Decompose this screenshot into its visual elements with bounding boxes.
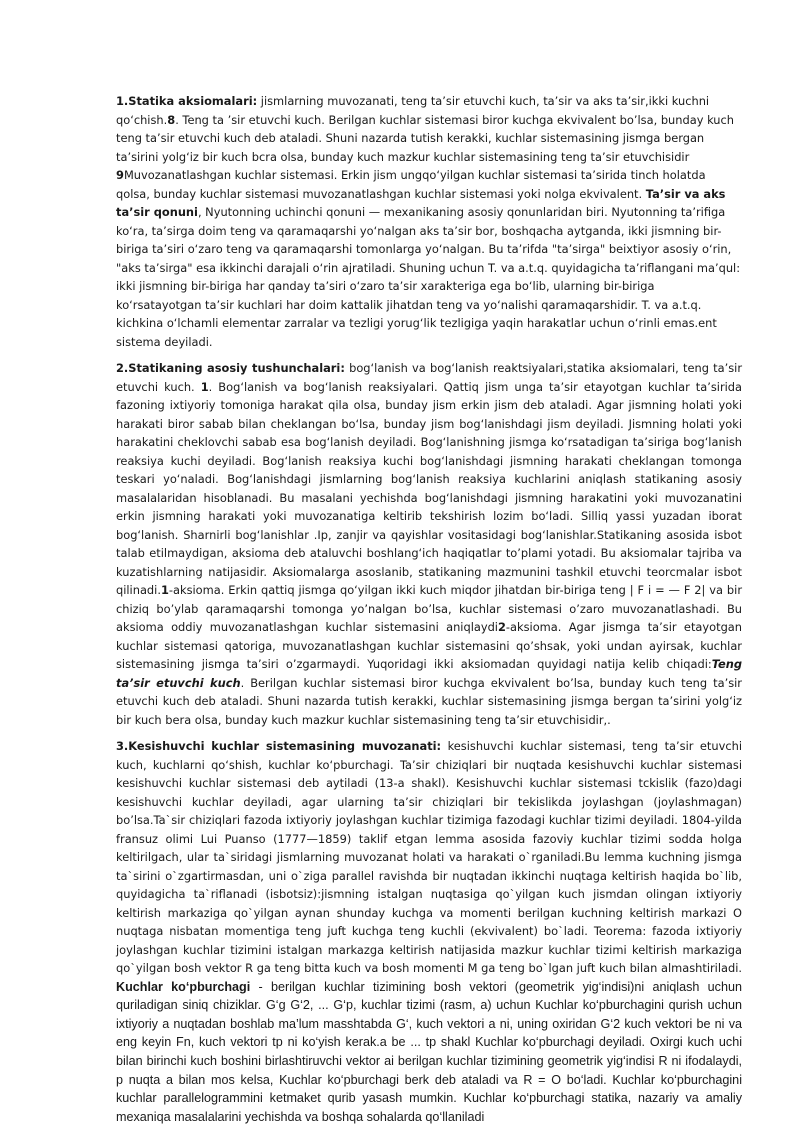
bold-term: Kuchlar ko‘pburchagi [116, 979, 251, 994]
inline-number: 8 [167, 112, 176, 127]
section-heading: 3.Kesishuvchi kuchlar sistemasining muvozanati: [116, 739, 442, 753]
section-heading: 2.Statikaning asosiy tushunchalari: [116, 361, 345, 375]
paragraph-text: . Teng ta ’sir etuvchi kuch. Berilgan kuchlar sistemasi biror kuchga ekvivalent bo’lsa, bunday kuch teng ta’sir etuvchi kuch deb ataladi. Shuni nazarda tutish kerakki, kuchlar sistemasining jismga bergan ta’sirini yolg‘iz bir kuch bcra olsa, bunday kuch mazkur kuchlar sistemasining teng ta’sir etuvchisidir [116, 112, 735, 164]
paragraph-text: - berilgan kuchlar tizimining bosh vektori (geometrik yig‘indisi)ni aniqlash uchun quriladigan siniq chiziklar. G‘g G‘2, ... G‘p, kuchlar tizimi (rasm, a) uchun Kuchlar ko‘pburchagini qurish uchun ixtiyoriy a nuqtadan boshlab ma’lum masshtabda G‘, kuch vektori a ni, uning oxiridan G‘2 kuch vektori be ni va eng keyin Fn, kuch vektori tp ni ko‘yish kerak.a be ... tp shakl Kuchlar ko‘pburchagi deyiladi. Oxirgi kuch uchi bilan birinchi kuch boshini birlashtiruvchi vektor ai berilgan kuchlar tizimining geometrik yig‘indisi R ni ifodalaydi, p nuqta a bilan mos kelsa, Kuchlar ko‘pburchagi berk deb ataladi va R = O bo‘ladi. Kuchlar ko‘pburchagini kuchlar parallelogrammini ketmaket qurib yasash mumkin. Kuchlar ko‘pburchagi statika, nazariy va amaliy mexaniqa masalalarini yechishda va boshqa sohalarda qo‘llaniladi [116, 979, 742, 1124]
section-heading: 1.Statika aksiomalari: [116, 94, 258, 108]
document-page [116, 92, 742, 1134]
paragraph-text: . Berilgan kuchlar sistemasi biror kuchga ekvivalent bo’lsa, bunday kuch teng ta’sir etuvchi kuch deb ataladi. Shuni nazarda tutish kerakki, kuchlar sistemasining jismga bergan ta’sirini yolg‘iz bir kuch bera olsa, bunday kuch mazkur kuchlar sistemasining teng ta’sir etuvchisidir,. [116, 675, 742, 727]
paragraph-text: -aksioma. Erkin qattiq jismga qo‘yilgan ikki kuch miqdor jihatdan bir-biriga teng | F i = — F 2| va bir chiziq bo’ylab qaramaqarshi tomonga yo’nalgan bo’lsa, kuchlar sistemasi o’zaro muvozanatlashadi. Bu aksioma oddiy muvozanatlashgan kuchlar sistemasini aniqlaydi [116, 583, 742, 634]
paragraph-text: -aksioma. Agar jismga ta’sir etayotgan kuchlar sistemasi qatoriga, muvozanatlashgan kuchlar sistemasini qo’shsak, yoki undan ayirsak, kuchlar sistemasining jismga ta’siri o’zgarmaydi. Yuqoridagi ikki aksiomadan quyidagi natija kelib chiqadi: [116, 620, 742, 671]
paragraph-text: jismlarning muvozanati, teng ta’sir etuvchi kuch, ta’sir va aks ta’sir,ikki kuchni qo‘chish. [116, 94, 710, 127]
inline-number: 9 [116, 168, 124, 182]
bold-italic-term: Teng ta’sir etuvchi kuch [116, 657, 742, 690]
paragraph-text: , Nyutonning uchinchi qonuni — mexanikaning asosiy qonunlaridan biri. Nyutonning ta’rifiga ko‘ra, ta’sirga doim teng va qaramaqarshi yo‘nalgan aks ta’sir bor, boshqacha aytganda, ikki jismning bir-biriga ta’siri o‘zaro teng va qaramaqarshi tomonlarga yo‘nalgan. Bu ta’rifda "ta’sirga" beixtiyor asosiy o‘rin, "aks ta’sirga" esa ikkinchi darajali o‘rin ajratiladi. Shuning uchun T. va a.t.q. quyidagicha ta’riflangani ma’qul: ikki jismning bir-biriga har qanday ta’siri o‘zaro ta’sir xarakteriga ega bo‘lib, ularning bir-biriga ko‘rsatayotgan ta’sir kuchlari har doim kattalik jihatdan teng va yo‘nalishi qaramaqarshidir. T. va a.t.q. kichkina o‘lchamli elementar zarralar va tezligi yorug‘lik tezligiga yaqin harakatlar uchun o‘rinli emas.ent sistema deyiladi. [116, 205, 741, 349]
inline-number: 1 [160, 583, 169, 597]
paragraph-text: Muvozanatlashgan kuchlar sistemasi. Erkin jism ungqo‘yilgan kuchlar sistemasi ta’sirida tinch holatda qolsa, bunday kuchlar sistemasi muvozanatlashgan kuchlar sistemasi yoki nolga ekvivalent. [116, 168, 706, 201]
section-statika-aksiomalari [116, 92, 742, 351]
paragraph-text: . Bog‘lanish va bog‘lanish reaksiyalari. Qattiq jism unga ta’sir etayotgan kuchlar ta’sirida fazoning ixtiyoriy tomoniga harakat qila olsa, bunday jism erkin jism deb ataladi. Agar jismning holati yoki harakati biror sabab bilan cheklangan bo‘lsa, bunday jism bog‘lanishdagi jism deyiladi. Jismning holati yoki harakatini cheklovchi sabab esa bog‘lanish deyiladi. Bog‘lanishning jismga ko‘rsatadigan ta’siriga bog‘lanish reaksiya kuchi deyiladi. Bog‘lanish reaksiya kuchi bog‘lanishdagi jismning harakati cheklangan tomonga teskari yo‘naladi. Bog‘lanishdagi jismlarning bog‘lanish reaksiya kuchlarini aniqlash statikaning asosiy masalalaridan hisoblanadi. Bu masalani yechishda bog‘lanishdagi jismning harakatini yoki muvozanatini erkin jismning harakati yoki muvozanatiga keltirib tekshirish lozim bo‘ladi. Silliq yassi yuzadan iborat bog‘lanish. Sharnirli bog‘lanishlar .Ip, zanjir va qayishlar vositasidagi bog‘lanishlar.Statikaning asosida isbot talab etilmaydigan, aksioma deb ataluvchi boshlang‘ich haqiqatlar to’plami yotadi. Bu aksiomalar tajriba va kuzatishlarning natijasidir. Aksiomalarga asoslanib, statikaning mazmunini tashkil etuvchi teorcmalar isbot qilinadi. [116, 379, 742, 597]
inline-number: 1 [200, 379, 209, 394]
paragraph-text: kesishuvchi kuchlar sistemasi, teng ta’sir etuvchi kuch, kuchlarni qo‘shish, kuchlar ko‘pburchagi. Ta’sir chiziqlari bir nuqtada kesishuvchi kuchlar sistemasi kesishuvchi kuchlar sistemasi deb aytiladi (13-a shakl). Kesishuvchi kuchlar sistemasi tckislik (fazo)dagi kesishuvchi kuchlar deyiladi, agar ularning ta’sir chiziqlari bir tekislikda joylashgan (joylashmagan) bo’lsa.Ta`sir chiziqlari fazoda ixtiyoriy joylashgan kuchlar tizimiga fazodagi kuchlar tizimi deyiladi. 1804-yilda fransuz olimi Lui Puanso (1777—1859) taklif etgan lemma asosida fazoviy kuchlar tizimi sodda holga keltirilgach, ular ta`siridagi jismlarning muvozanat holati va harakati o`rganiladi.Bu lemma kuchning jismga ta`sirini o`zgartirmasdan, uni o`ziga parallel ravishda bir nuqtadan ikkinchi nuqtaga keltirish haqida bo`lib, quyidagicha ta`riflanadi (isbotsiz):jismning istalgan nuqtasiga qo`yilgan kuch jismdan olingan ixtiyoriy keltirish markaziga qo`yilgan aynan shunday kuchga va momenti berilgan kuchning keltirish markazi O nuqtaga nisbatan momentiga teng juft kuchga teng kuchli (ekvivalent) bo`ladi. Teorema: fazoda ixtiyoriy joylashgan kuchlar tizimini istalgan markazga keltirish natijasida mazkur kuchlar tizimi keltirish markaziga qo`yilgan bosh vektor R ga teng bitta kuch va bosh momenti M ga teng bo`lgan juft kuch bilan almashtiriladi. [116, 739, 742, 975]
inline-number: 2 [497, 620, 506, 634]
bold-term: Ta’sir va aks ta’sir qonuni [116, 186, 726, 219]
paragraph-text: bog‘lanish va bog‘lanish reaktsiyalari,statika aksiomalari, teng ta’sir etuvchi kuch. [116, 361, 743, 394]
section-statika-tushunchalari [116, 359, 742, 729]
section-kesishuvchi-kuchlar [116, 737, 742, 1126]
